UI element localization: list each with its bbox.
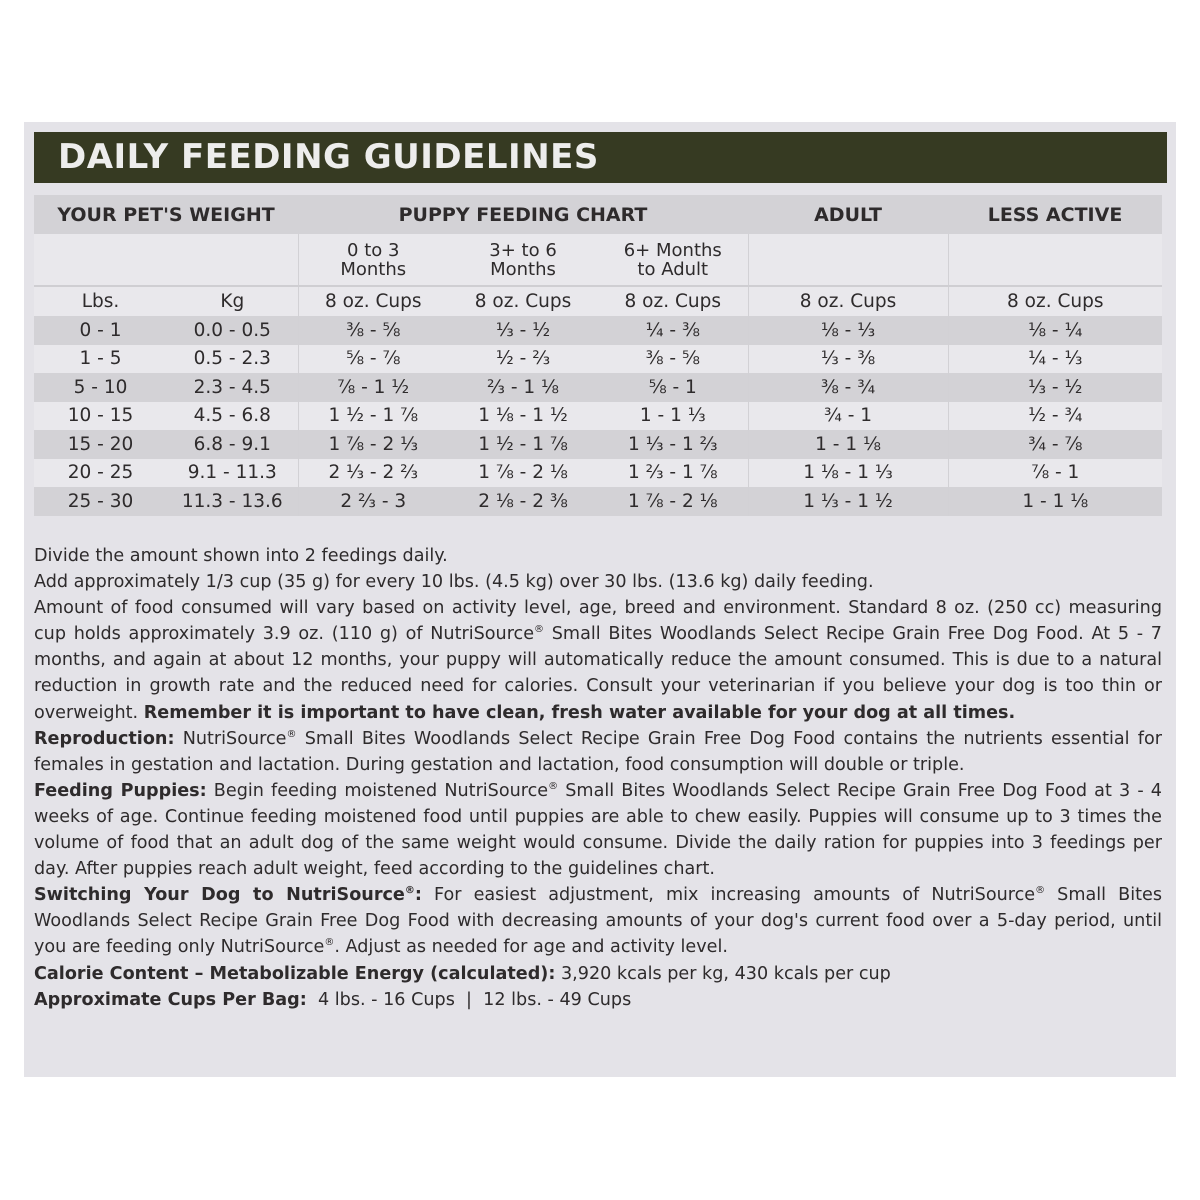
- cell-p6-adult: ¼ - ⅜: [598, 316, 748, 345]
- cell-kg: 0.0 - 0.5: [167, 316, 298, 345]
- age-label-line: 6+ Months: [623, 239, 722, 261]
- cell-adult: ⅓ - ⅜: [748, 345, 948, 374]
- table-row: [34, 487, 1162, 516]
- cell-less-active: ⅞ - 1: [948, 459, 1162, 488]
- cell-kg: 11.3 - 13.6: [167, 487, 298, 516]
- cell-kg: 6.8 - 9.1: [167, 430, 298, 459]
- cell-p0-3: 1 ⅞ - 2 ⅓: [298, 430, 448, 459]
- note-calorie-content: Calorie Content – Metabolizable Energy (calculated): 3,920 kcals per kg, 430 kcals per cup: [34, 963, 891, 984]
- header-weight: YOUR PET'S WEIGHT: [34, 195, 298, 234]
- cell-lbs: 10 - 15: [34, 402, 167, 431]
- header-adult: ADULT: [748, 195, 948, 234]
- cell-lbs: 20 - 25: [34, 459, 167, 488]
- title-bar: [34, 132, 1167, 183]
- unit-lbs: Lbs.: [34, 286, 167, 316]
- cell-p6-adult: 1 ⅓ - 1 ⅔: [598, 430, 748, 459]
- table-row: [34, 430, 1162, 459]
- cell-lbs: 0 - 1: [34, 316, 167, 345]
- table-row: [34, 402, 1162, 431]
- note-amount: Amount of food consumed will vary based on activity level, age, breed and environment. Standard 8 oz. (250 cc) measuring cup holds approximately 3.9 oz. (110 g) of NutriSource® Small Bites Woodlands Select Recipe Grain Free Dog Food. At 5 - 7 months, and again at about 12 months, your puppy will automatically reduce the amount consumed. This is due to a natural reduction in growth rate and the reduced need for calories. Consult your veterinarian if you believe your dog is too thin or overweight. Remember it is important to have clean, fresh water available for your dog at all times.: [34, 598, 1162, 723]
- age-header-3-6: [448, 234, 598, 286]
- unit-cups: 8 oz. Cups: [448, 286, 598, 316]
- cell-kg: 9.1 - 11.3: [167, 459, 298, 488]
- cell-p6-adult: 1 ⅔ - 1 ⅞: [598, 459, 748, 488]
- cell-p3-6: 1 ⅞ - 2 ⅛: [448, 459, 598, 488]
- note-cups-per-bag: Approximate Cups Per Bag: 4 lbs. - 16 Cups | 12 lbs. - 49 Cups: [34, 989, 632, 1010]
- table-row: [34, 345, 1162, 374]
- cell-less-active: ½ - ¾: [948, 402, 1162, 431]
- note-add: Add approximately 1/3 cup (35 g) for every 10 lbs. (4.5 kg) over 30 lbs. (13.6 kg) daily feeding.: [34, 572, 874, 593]
- cell-p0-3: 2 ⅓ - 2 ⅔: [298, 459, 448, 488]
- age-label-line: Months: [340, 258, 407, 280]
- cell-less-active: ⅛ - ¼: [948, 316, 1162, 345]
- table-row: [34, 316, 1162, 345]
- age-label-line: 0 to 3: [347, 239, 400, 261]
- cell-adult: ¾ - 1: [748, 402, 948, 431]
- page-title: DAILY FEEDING GUIDELINES: [58, 137, 599, 177]
- cell-adult: 1 - 1 ⅛: [748, 430, 948, 459]
- age-header-0-3: [298, 234, 448, 286]
- cell-kg: 4.5 - 6.8: [167, 402, 298, 431]
- cell-p6-adult: 1 ⅞ - 2 ⅛: [598, 487, 748, 516]
- cell-lbs: 5 - 10: [34, 373, 167, 402]
- cell-adult: 1 ⅛ - 1 ⅓: [748, 459, 948, 488]
- feeding-notes: [34, 543, 1162, 1013]
- cell-p3-6: ⅓ - ½: [448, 316, 598, 345]
- age-header-adult-blank: [748, 234, 948, 286]
- cell-p6-adult: ⅜ - ⅝: [598, 345, 748, 374]
- group-header-row: [34, 195, 1162, 234]
- unit-cups: 8 oz. Cups: [948, 286, 1162, 316]
- cell-p3-6: 2 ⅛ - 2 ⅜: [448, 487, 598, 516]
- cell-lbs: 15 - 20: [34, 430, 167, 459]
- cell-adult: ⅜ - ¾: [748, 373, 948, 402]
- cell-adult: ⅛ - ⅓: [748, 316, 948, 345]
- header-puppy: PUPPY FEEDING CHART: [298, 195, 748, 234]
- note-reproduction: Reproduction: NutriSource® Small Bites Woodlands Select Recipe Grain Free Dog Food contains the nutrients essential for females in gestation and lactation. During gestation and lactation, food consumption will double or triple.: [34, 728, 1162, 775]
- cell-lbs: 1 - 5: [34, 345, 167, 374]
- age-header-less-active-blank: [948, 234, 1162, 286]
- cell-p3-6: 1 ½ - 1 ⅞: [448, 430, 598, 459]
- cell-p0-3: ⅝ - ⅞: [298, 345, 448, 374]
- age-header-row: [34, 234, 1162, 286]
- age-header-6-adult: [598, 234, 748, 286]
- cell-less-active: ¼ - ⅓: [948, 345, 1162, 374]
- cell-p0-3: 1 ½ - 1 ⅞: [298, 402, 448, 431]
- age-label-line: Months: [490, 258, 556, 280]
- unit-cups: 8 oz. Cups: [748, 286, 948, 316]
- cell-p3-6: 1 ⅛ - 1 ½: [448, 402, 598, 431]
- age-header-blank: [34, 234, 298, 286]
- cell-kg: 0.5 - 2.3: [167, 345, 298, 374]
- cell-less-active: ¾ - ⅞: [948, 430, 1162, 459]
- header-less-active: LESS ACTIVE: [948, 195, 1162, 234]
- feeding-chart-table: [34, 195, 1162, 516]
- note-switching: Switching Your Dog to NutriSource®: For easiest adjustment, mix increasing amounts of NutriSource® Small Bites Woodlands Select Recipe Grain Free Dog Food with decreasing amounts of your dog's current food over a 5-day period, until you are feeding only NutriSource®. Adjust as needed for age and activity level.: [34, 885, 1162, 958]
- cell-p0-3: ⅞ - 1 ½: [298, 373, 448, 402]
- unit-cups: 8 oz. Cups: [298, 286, 448, 316]
- unit-cups: 8 oz. Cups: [598, 286, 748, 316]
- note-divide: Divide the amount shown into 2 feedings daily.: [34, 546, 448, 566]
- unit-kg: Kg: [167, 286, 298, 316]
- cell-p3-6: ½ - ⅔: [448, 345, 598, 374]
- feeding-guidelines-panel: [24, 122, 1176, 1077]
- table-row: [34, 373, 1162, 402]
- table-body: [34, 316, 1162, 516]
- cell-p3-6: ⅔ - 1 ⅛: [448, 373, 598, 402]
- cell-p0-3: 2 ⅔ - 3: [298, 487, 448, 516]
- cell-less-active: 1 - 1 ⅛: [948, 487, 1162, 516]
- cell-p6-adult: ⅝ - 1: [598, 373, 748, 402]
- cell-p0-3: ⅜ - ⅝: [298, 316, 448, 345]
- table-row: [34, 459, 1162, 488]
- note-feeding-puppies: Feeding Puppies: Begin feeding moistened NutriSource® Small Bites Woodlands Select Recipe Grain Free Dog Food at 3 - 4 weeks of age. Continue feeding moistened food until puppies are able to chew easily. Puppies will consume up to 3 times the volume of food that an adult dog of the same weight would consume. Divide the daily ration for puppies into 3 feedings per day. After puppies reach adult weight, feed according to the guidelines chart.: [34, 780, 1163, 880]
- age-label-line: to Adult: [637, 258, 709, 280]
- age-label-line: 3+ to 6: [489, 239, 557, 261]
- cell-adult: 1 ⅓ - 1 ½: [748, 487, 948, 516]
- unit-header-row: [34, 286, 1162, 316]
- cell-less-active: ⅓ - ½: [948, 373, 1162, 402]
- cell-lbs: 25 - 30: [34, 487, 167, 516]
- cell-kg: 2.3 - 4.5: [167, 373, 298, 402]
- cell-p6-adult: 1 - 1 ⅓: [598, 402, 748, 431]
